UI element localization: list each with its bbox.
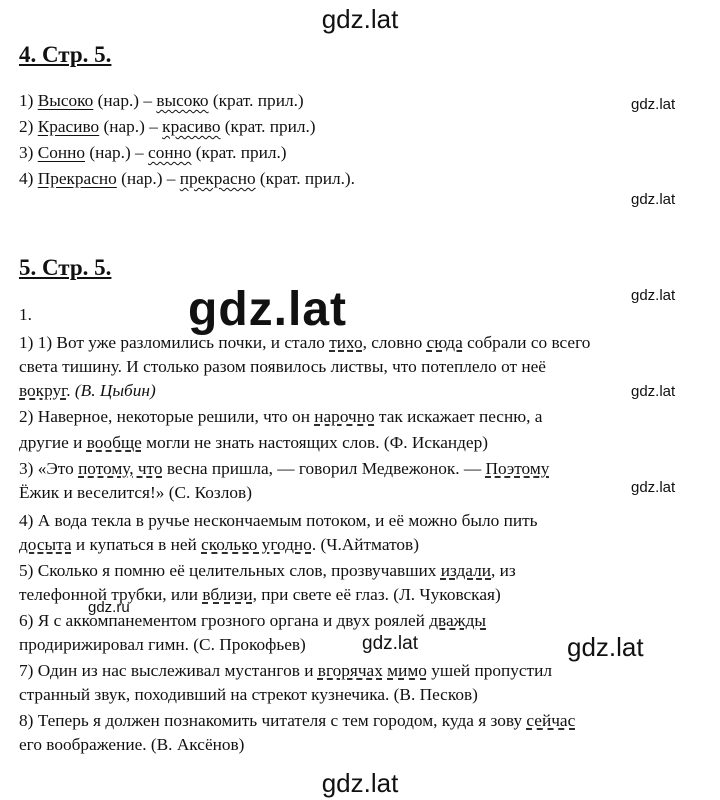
watermark-medium: gdz.lat <box>567 632 644 662</box>
text-line: 3) «Это потому, что весна пришла, — говорил Медвежонок. — Поэтому <box>19 459 550 478</box>
watermark-side: gdz.lat <box>631 479 676 496</box>
watermark-large: gdz.lat <box>188 283 347 336</box>
task4-item: 3) Сонно (нар.) – сонно (крат. прил.) <box>19 143 287 162</box>
task4-item: 4) Прекрасно (нар.) – прекрасно (крат. прил.). <box>19 169 355 188</box>
text-line: вокруг. (В. Цыбин) <box>19 381 156 400</box>
text-line: его воображение. (В. Аксёнов) <box>19 735 245 754</box>
text-line: света тишину. И столько разом появилось листвы, что потеплело от неё <box>19 357 546 376</box>
text-line: странный звук, походивший на стрекот кузнечика. (В. Песков) <box>19 685 478 704</box>
task4-heading: 4. Стр. 5. <box>19 42 112 67</box>
watermark-inline: gdz.lat <box>362 633 418 654</box>
text-line: другие и вообще могли не знать настоящих слов. (Ф. Искандер) <box>19 433 488 452</box>
task4-item: 1) Высоко (нар.) – высоко (крат. прил.) <box>19 91 304 110</box>
watermark-top: gdz.lat <box>321 4 399 34</box>
watermark-bottom: gdz.lat <box>321 768 399 798</box>
watermark-side: gdz.lat <box>631 287 676 304</box>
text-line: телефонной трубки, или вблизи, при свете её глаз. (Л. Чуковская) <box>19 585 501 604</box>
text-line: продирижировал гимн. (С. Прокофьев) <box>19 635 306 654</box>
task4-item: 2) Красиво (нар.) – красиво (крат. прил.) <box>19 117 316 136</box>
task5-heading: 5. Стр. 5. <box>19 255 112 280</box>
text-line: 1) 1) Вот уже разломились почки, и стало тихо, словно сюда собрали со всего <box>19 333 591 352</box>
watermark-side: gdz.lat <box>631 191 676 208</box>
task5-subnumber: 1. <box>19 305 32 324</box>
text-line: 8) Теперь я должен познакомить читателя с тем городом, куда я зову сейчас <box>19 711 576 730</box>
text-line: 5) Сколько я помню её целительных слов, прозвучавших издали, из <box>19 561 516 580</box>
watermark-side: gdz.lat <box>631 383 676 400</box>
text-line: досыта и купаться в ней сколько угодно. (Ч.Айтматов) <box>19 535 419 554</box>
text-line: Ёжик и веселится!» (С. Козлов) <box>19 483 252 502</box>
watermark-side: gdz.lat <box>631 96 676 113</box>
text-line: 2) Наверное, некоторые решили, что он нарочно так искажает песню, а <box>19 407 543 426</box>
text-line: 7) Один из нас выслеживал мустангов и вгорячах мимо ушей пропустил <box>19 661 552 680</box>
text-line: 4) А вода текла в ручье нескончаемым потоком, и её можно было пить <box>19 511 538 530</box>
watermark-ru: gdz.ru <box>88 599 130 616</box>
text-line: 6) Я с аккомпанементом грозного органа и двух роялей дважды <box>19 611 486 630</box>
